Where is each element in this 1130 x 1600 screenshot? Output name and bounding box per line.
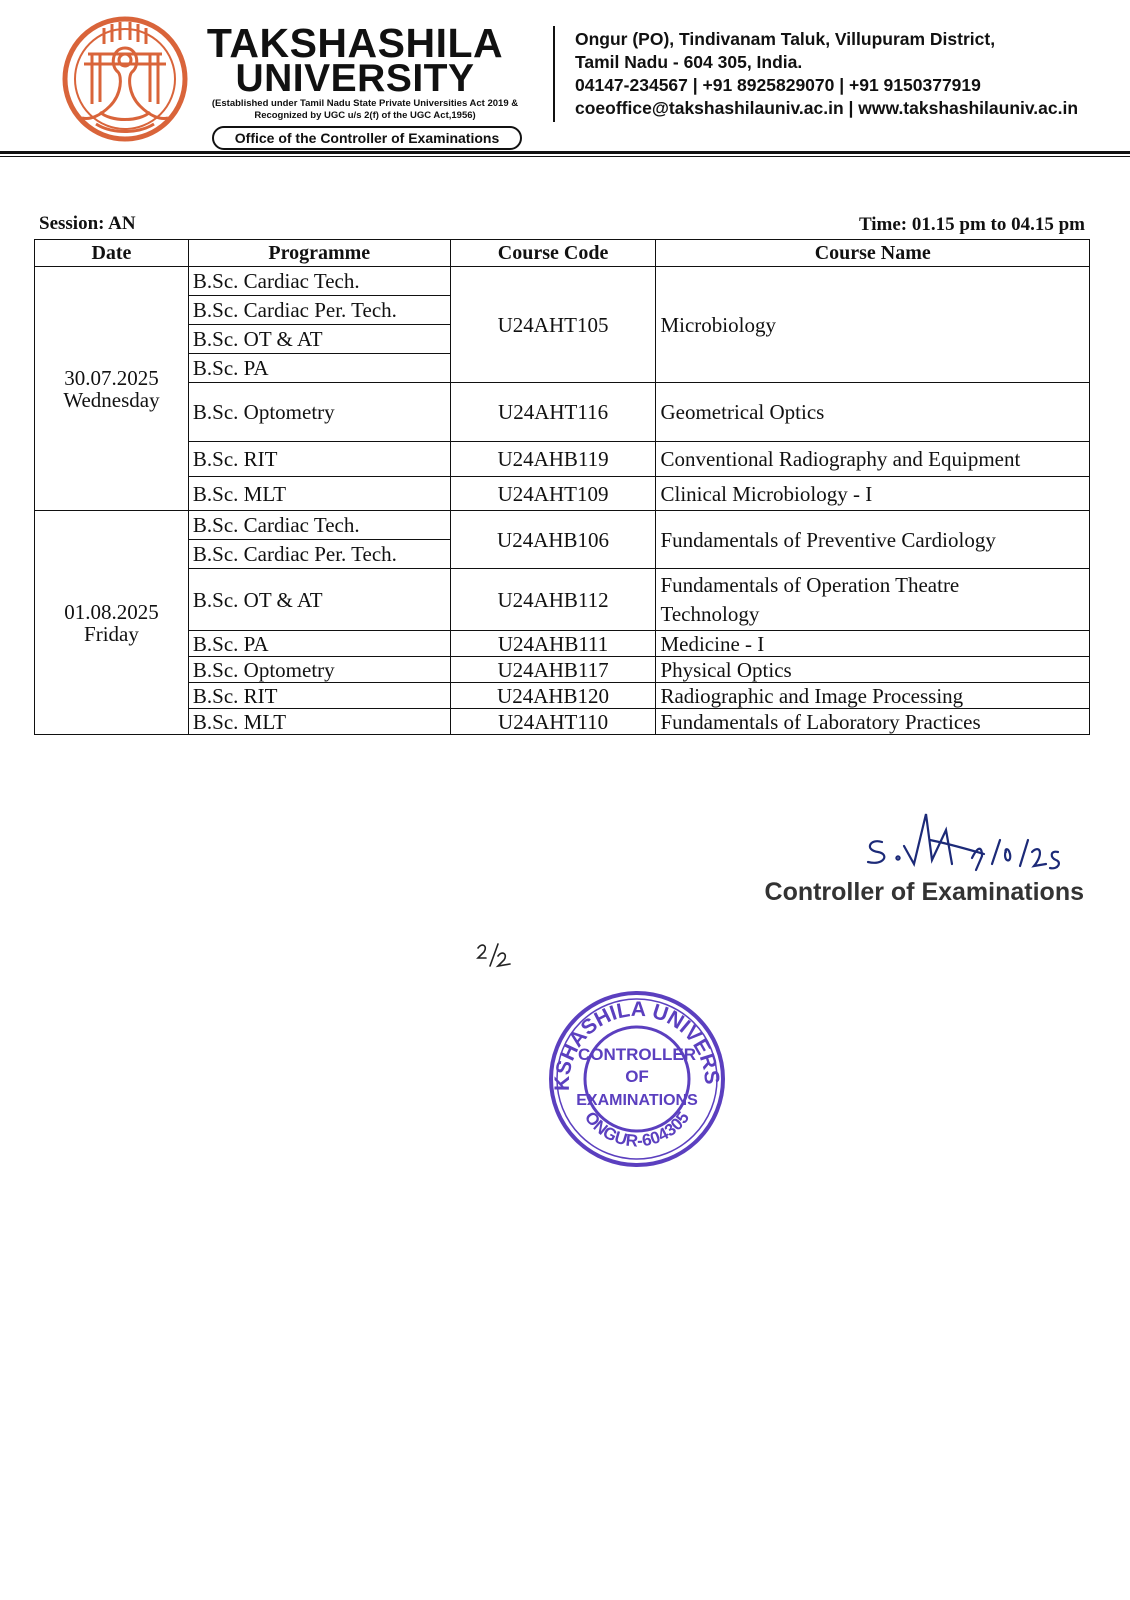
programme-cell: B.Sc. Cardiac Tech.	[188, 267, 450, 296]
programme-cell: B.Sc. Optometry	[188, 657, 450, 683]
programme-cell: B.Sc. MLT	[188, 709, 450, 735]
exam-schedule-table	[34, 239, 1090, 735]
email-website: coeoffice@takshashilauniv.ac.in | www.takshashilauniv.ac.in	[575, 98, 1079, 118]
programme-cell: B.Sc. Cardiac Tech.	[188, 511, 450, 540]
official-stamp	[543, 988, 731, 1170]
session-time: Time: 01.15 pm to 04.15 pm	[858, 214, 1085, 235]
course-name-cell	[656, 569, 1090, 631]
course-name-line1: Fundamentals of Operation Theatre	[660, 572, 960, 597]
office-badge: Office of the Controller of Examinations	[212, 126, 522, 150]
course-code-cell: U24AHB111	[450, 631, 656, 657]
university-name-line2: UNIVERSITY	[235, 57, 475, 100]
table-row	[35, 709, 1090, 735]
session-label: Session: AN	[39, 213, 136, 234]
course-name-cell: Clinical Microbiology - I	[656, 477, 1090, 511]
course-code-cell: U24AHB119	[450, 442, 656, 477]
establishment-line1: (Established under Tamil Nadu State Private Universities Act 2019 &	[211, 98, 519, 109]
course-name-cell: Radiographic and Image Processing	[656, 683, 1090, 709]
table-header-row	[35, 240, 1090, 267]
course-code-cell: U24AHB120	[450, 683, 656, 709]
contact-block	[575, 28, 1130, 120]
table-row	[35, 569, 1090, 631]
course-code-cell: U24AHB112	[450, 569, 656, 631]
header-rule-thick	[0, 151, 1130, 154]
programme-cell: B.Sc. MLT	[188, 477, 450, 511]
address-line2: Tamil Nadu - 604 305, India.	[575, 52, 803, 72]
address-line1: Ongur (PO), Tindivanam Taluk, Villupuram District,	[575, 29, 996, 49]
header-course-name: Course Name	[656, 240, 1090, 267]
course-code-cell: U24AHT110	[450, 709, 656, 735]
header-course-code: Course Code	[450, 240, 656, 267]
course-code-cell: U24AHB106	[450, 511, 656, 569]
date-cell	[35, 267, 189, 511]
header-date: Date	[35, 240, 189, 267]
header-divider	[553, 26, 555, 122]
header-rule-thin	[0, 156, 1130, 157]
course-name-line2: Technology	[660, 601, 760, 626]
programme-cell: B.Sc. PA	[188, 354, 450, 383]
university-logo	[60, 14, 190, 144]
course-name-cell: Fundamentals of Preventive Cardiology	[656, 511, 1090, 569]
table-row	[35, 631, 1090, 657]
table-row	[35, 383, 1090, 442]
stamp-center-line1: CONTROLLER	[577, 1045, 697, 1064]
table-row	[35, 511, 1090, 540]
date-cell	[35, 511, 189, 735]
programme-cell: B.Sc. Optometry	[188, 383, 450, 442]
programme-cell: B.Sc. Cardiac Per. Tech.	[188, 296, 450, 325]
table-row	[35, 657, 1090, 683]
phone-numbers: 04147-234567 | +91 8925829070 | +91 9150377919	[575, 75, 981, 95]
exam-date: 01.08.2025	[64, 599, 159, 624]
exam-day: Wednesday	[63, 387, 160, 412]
stamp-center-line2: OF	[625, 1067, 649, 1086]
course-name-cell: Geometrical Optics	[656, 383, 1090, 442]
establishment-line2: Recognized by UGC u/s 2(f) of the UGC Act,1956)	[254, 110, 476, 121]
programme-cell: B.Sc. RIT	[188, 442, 450, 477]
programme-cell: B.Sc. Cardiac Per. Tech.	[188, 540, 450, 569]
course-code-cell: U24AHT116	[450, 383, 656, 442]
exam-date: 30.07.2025	[64, 365, 159, 390]
header-programme: Programme	[188, 240, 450, 267]
course-code-cell: U24AHB117	[450, 657, 656, 683]
programme-cell: B.Sc. RIT	[188, 683, 450, 709]
course-name-cell: Physical Optics	[656, 657, 1090, 683]
stamp-bottom-text: ONGUR-604305	[580, 1108, 694, 1151]
page-number-handwritten	[474, 942, 534, 982]
programme-cell: B.Sc. PA	[188, 631, 450, 657]
stamp-top-text: KSHASHILA UNIVERS	[550, 997, 724, 1092]
course-code-cell: U24AHT109	[450, 477, 656, 511]
table-row	[35, 683, 1090, 709]
establishment-note	[190, 98, 540, 122]
course-name-cell: Conventional Radiography and Equipment	[656, 442, 1090, 477]
table-row	[35, 477, 1090, 511]
controller-title: Controller of Examinations	[764, 878, 1084, 906]
table-row	[35, 442, 1090, 477]
programme-cell: B.Sc. OT & AT	[188, 569, 450, 631]
course-name-cell: Fundamentals of Laboratory Practices	[656, 709, 1090, 735]
course-name-cell: Microbiology	[656, 267, 1090, 383]
course-code-cell: U24AHT105	[450, 267, 656, 383]
stamp-center-line3: EXAMINATIONS	[576, 1092, 698, 1109]
university-name-line1: TAKSHASHILA	[206, 20, 504, 66]
programme-cell: B.Sc. OT & AT	[188, 325, 450, 354]
table-row	[35, 267, 1090, 296]
course-name-cell: Medicine - I	[656, 631, 1090, 657]
exam-day: Friday	[84, 621, 139, 646]
